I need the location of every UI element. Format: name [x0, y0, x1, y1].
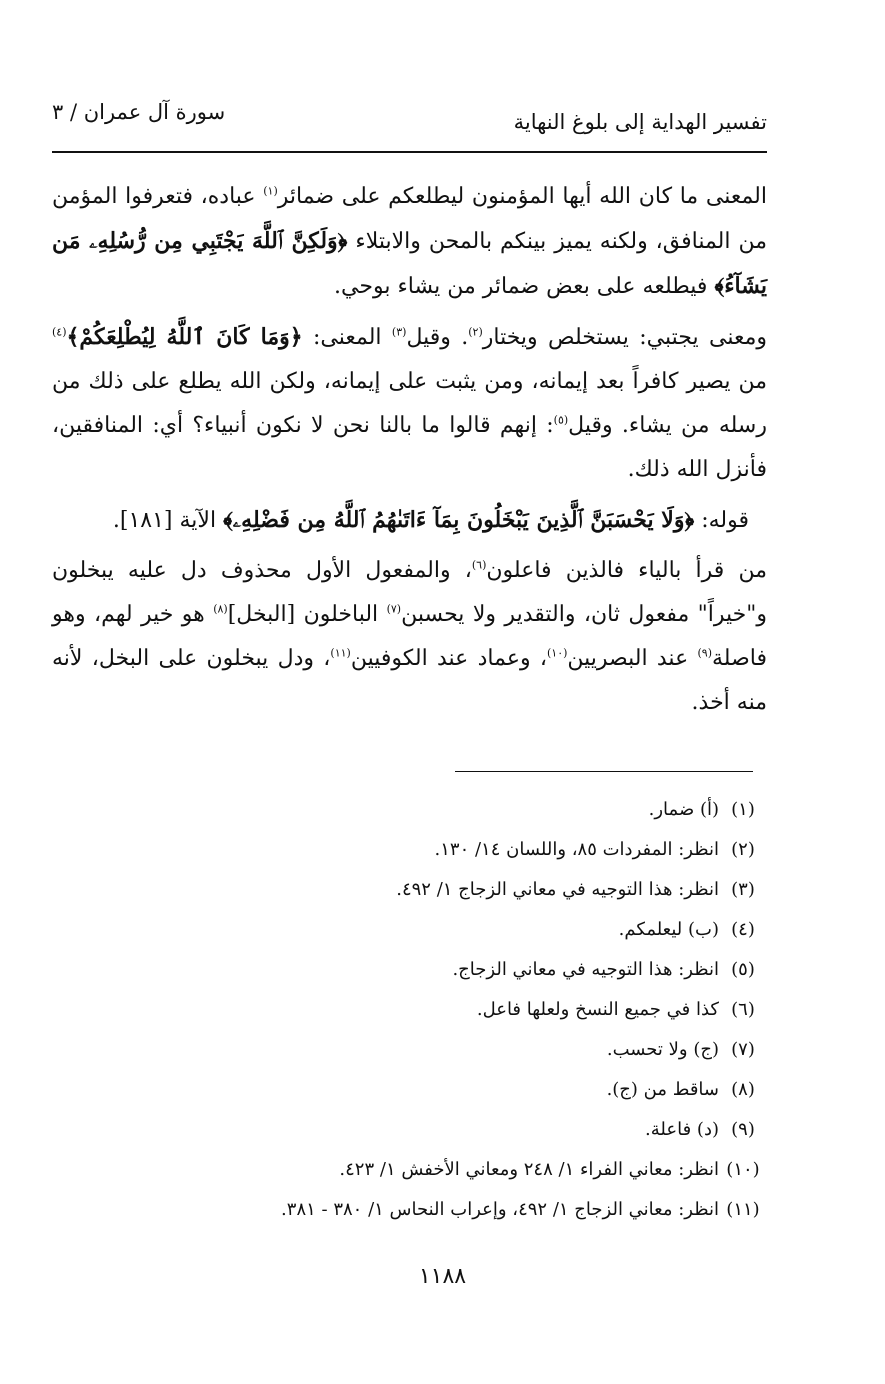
footnote-item — [52, 1075, 767, 1115]
footnote-item — [52, 915, 767, 955]
footnote-text: انظر: معاني الزجاج ١/ ٤٩٢، وإعراب النحاس ١/ ٣٨٠ - ٣٨١. — [281, 1199, 719, 1220]
footnote-text: انظر: هذا التوجيه في معاني الزجاج ١/ ٤٩٢. — [396, 879, 719, 900]
footnote-item — [52, 1115, 767, 1155]
footnote-ref-7[interactable]: (٧) — [386, 602, 402, 616]
quran-verse: ﴿وَلَا يَحْسَبَنَّ ٱلَّذِينَ يَبْخَلُونَ بِمَآ ءَاتَىٰهُمُ ٱللَّهُ مِن فَضْلِهِۦ﴾ — [223, 507, 695, 533]
footnote-item — [52, 795, 767, 835]
text-segment: من قرأ بالياء فالذين فاعلون — [486, 558, 767, 583]
text-segment: فيطلعه على بعض ضمائر من يشاء بوحي. — [334, 274, 715, 299]
text-segment: عند البصريين — [567, 646, 698, 671]
text-segment: ومعنى يجتبي: يستخلص ويختار — [482, 325, 767, 350]
footnote-text: انظر: معاني الفراء ١/ ٢٤٨ ومعاني الأخفش ١/ ٤٢٣. — [339, 1159, 719, 1180]
footnote-item — [52, 995, 767, 1035]
footnote-ref-8[interactable]: (٨) — [213, 602, 228, 616]
footnote-item — [52, 835, 767, 875]
footnote-ref-4[interactable]: (٤) — [52, 325, 67, 339]
footnote-text: انظر: هذا التوجيه في معاني الزجاج. — [452, 959, 719, 980]
footnote-number: (٢) — [731, 839, 755, 860]
footnote-text: انظر: المفردات ٨٥، واللسان ١٤/ ١٣٠. — [434, 839, 719, 860]
text-segment: ، والمفعول الأول محذوف دل عليه يبخلون و"خيراً" مفعول ثان، والتقدير ولا يحسبن — [52, 558, 767, 627]
book-title: تفسير الهداية إلى بلوغ النهاية — [513, 110, 767, 134]
footnote-text: كذا في جميع النسخ ولعلها فاعل. — [476, 999, 719, 1020]
footnote-number: (٨) — [731, 1079, 755, 1100]
footnote-ref-9[interactable]: (٩) — [697, 646, 713, 660]
footnote-item — [52, 875, 767, 915]
text-segment: هو خير لهم، وهو فاصلة — [52, 602, 767, 671]
text-segment: ، وعماد عند الكوفيين — [350, 646, 547, 671]
text-segment: المعنى: — [302, 325, 392, 350]
footnotes-list — [52, 795, 767, 1235]
footnote-number: (١) — [731, 799, 755, 820]
text-segment: : إنهم قالوا ما بالنا نحن لا نكون أنبياء؟ أي: المنافقين، فأنزل الله ذلك. — [52, 413, 767, 482]
surah-title: سورة آل عمران / ٣ — [52, 100, 226, 124]
footnote-ref-10[interactable]: (١٠) — [546, 646, 568, 660]
paragraph-1 — [52, 175, 767, 309]
footnote-text: (أ) ضمار. — [648, 799, 719, 820]
running-header — [52, 98, 767, 142]
footnote-number: (١١) — [726, 1199, 760, 1220]
text-segment: ، ودل يبخلون على البخل، لأنه منه أخذ. — [52, 646, 767, 715]
text-segment: المعنى ما كان الله أيها المؤمنون ليطلعكم على ضمائر — [277, 184, 767, 209]
header-divider — [52, 151, 767, 153]
footnote-text: (د) فاعلة. — [645, 1119, 719, 1140]
text-segment: الباخلون [البخل] — [227, 602, 387, 627]
footnote-number: (٩) — [731, 1119, 755, 1140]
paragraph-2 — [52, 315, 767, 492]
text-segment: من يصير كافراً بعد إيمانه، ومن يثبت على إيمانه، ولكن الله يطلع على ذلك من رسله من يشاء. وقيل — [52, 369, 767, 438]
text-segment: قوله: — [694, 508, 749, 533]
footnote-item — [52, 1195, 767, 1235]
footnote-ref-11[interactable]: (١١) — [330, 646, 351, 660]
footnote-number: (٧) — [731, 1039, 755, 1060]
footnote-ref-2[interactable]: (٢) — [468, 325, 483, 339]
footnote-ref-5[interactable]: (٥) — [553, 413, 569, 427]
footnote-text: ساقط من (ج). — [606, 1079, 719, 1100]
text-segment: . وقيل — [406, 325, 469, 350]
page-number: ١١٨٨ — [418, 1264, 467, 1289]
footnote-ref-1[interactable]: (١) — [263, 184, 278, 198]
footnote-text: (ج) ولا تحسب. — [606, 1039, 719, 1060]
footnote-number: (٣) — [731, 879, 755, 900]
footnote-number: (٦) — [731, 999, 755, 1020]
text-segment: عباده، فتعرفوا المؤمن من المنافق، ولكنه يميز بينكم بالمحن والابتلاء — [52, 184, 767, 254]
footnote-item — [52, 1155, 767, 1195]
footnote-ref-3[interactable]: (٣) — [391, 325, 407, 339]
footnote-item — [52, 1035, 767, 1075]
footnote-text: (ب) ليعلمكم. — [618, 919, 719, 940]
paragraph-3 — [52, 498, 767, 543]
text-segment: الآية [١٨١]. — [112, 508, 224, 533]
quran-verse: ﴿وَلَكِنَّ ٱللَّهَ يَجْتَبِي مِن رُّسُلِهِۦ مَن يَشَآءُ﴾ — [52, 228, 767, 299]
footnote-divider — [455, 771, 753, 772]
footnote-number: (٤) — [731, 919, 755, 940]
paragraph-4 — [52, 549, 767, 725]
footnote-number: (١٠) — [726, 1159, 760, 1180]
footnote-item — [52, 955, 767, 995]
footnote-number: (٥) — [731, 959, 755, 980]
footnote-ref-6[interactable]: (٦) — [471, 558, 487, 572]
quran-verse: ﴿وَمَا كَانَ ٱللَّهُ لِيُطْلِعَكُمْ﴾ — [66, 324, 303, 350]
main-text — [52, 175, 767, 725]
